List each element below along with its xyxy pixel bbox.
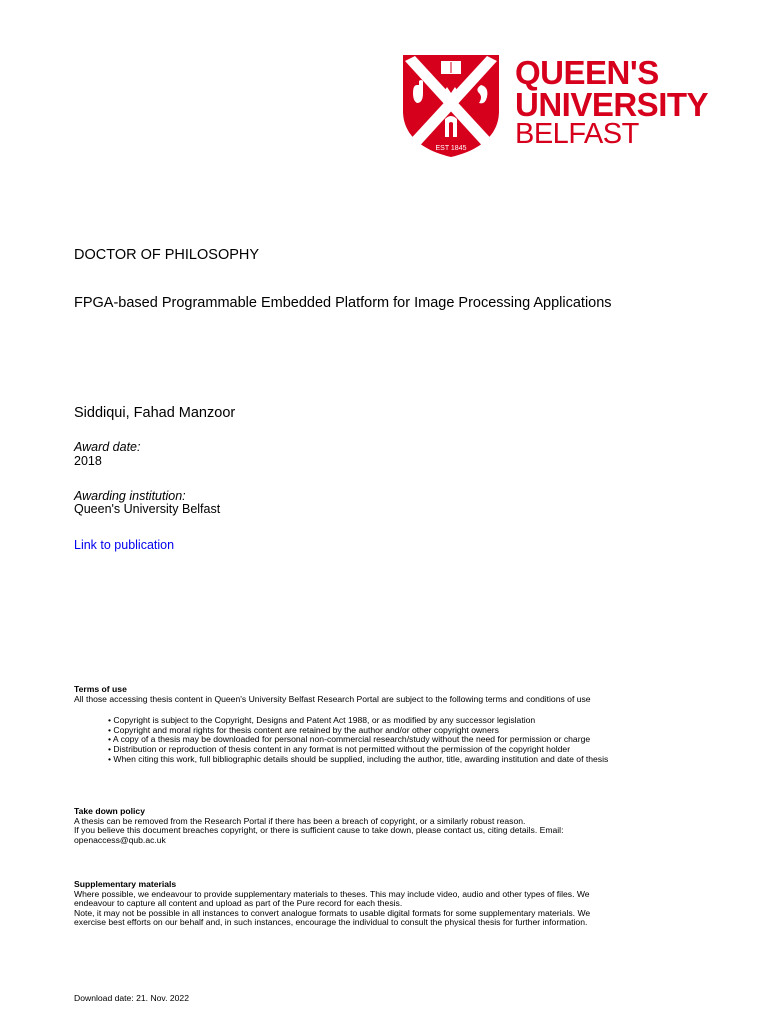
publication-link[interactable]: Link to publication xyxy=(74,538,175,552)
award-date-label: Award date: xyxy=(74,440,141,454)
degree-heading: DOCTOR OF PHILOSOPHY xyxy=(74,247,260,263)
takedown-email: openaccess@qub.ac.uk xyxy=(74,834,166,845)
logo-text-line-1: QUEEN'S xyxy=(515,54,659,91)
logo-text-line-2: UNIVERSITY xyxy=(515,86,709,123)
crest-icon xyxy=(401,53,501,159)
takedown-heading: Take down policy xyxy=(74,806,145,816)
terms-list-item: • A copy of a thesis may be downloaded for personal non-commercial research/study without the need for permission or charge xyxy=(108,734,591,745)
thesis-title: FPGA-based Programmable Embedded Platform for Image Processing Applications xyxy=(74,295,612,311)
terms-list xyxy=(74,716,734,764)
terms-list-item: • Copyright and moral rights for thesis content are retained by the author and/or other copyright owners xyxy=(108,724,499,735)
award-date-value: 2018 xyxy=(74,454,102,468)
supplementary-materials-section xyxy=(74,880,734,928)
author-name: Siddiqui, Fahad Manzoor xyxy=(74,405,236,421)
supplementary-heading: Supplementary materials xyxy=(74,879,177,889)
terms-list-item: • Distribution or reproduction of thesis content in any format is not permitted without the permission of the copyright holder xyxy=(108,743,571,754)
institution-value: Queen's University Belfast xyxy=(74,502,221,516)
supplementary-text: endeavour to capture all content and upload as part of the Pure record for each thesis. xyxy=(74,898,403,909)
supplementary-text: Where possible, we endeavour to provide supplementary materials to theses. This may include video, audio and other types of files. We xyxy=(74,888,590,899)
terms-list-item: • Copyright is subject to the Copyright, Designs and Patent Act 1988, or as modified by any successor legislation xyxy=(108,715,536,726)
university-logo xyxy=(401,53,713,159)
supplementary-text: exercise best efforts on our behalf and, in such instances, encourage the individual to consult the physical thesis for further information. xyxy=(74,917,588,928)
terms-of-use-section xyxy=(74,685,734,764)
download-date: Download date: 21. Nov. 2022 xyxy=(74,993,189,1003)
svg-text:EST 1845: EST 1845 xyxy=(435,145,467,152)
terms-heading: Terms of use xyxy=(74,684,127,694)
institution-label: Awarding institution: xyxy=(74,489,186,503)
take-down-policy-section xyxy=(74,807,734,845)
takedown-text: If you believe this document breaches copyright, or there is sufficient cause to take down, please contact us, citing details. Email: xyxy=(74,825,564,836)
terms-intro: All those accessing thesis content in Queen's University Belfast Research Portal are subject to the following terms and conditions of use xyxy=(74,693,591,704)
supplementary-text: Note, it may not be possible in all instances to convert analogue formats to usable digital formats for some supplementary materials. We xyxy=(74,907,591,918)
takedown-text: A thesis can be removed from the Research Portal if there has been a breach of copyright, or a similarly robust reason. xyxy=(74,815,526,826)
logo-text-line-3: BELFAST xyxy=(515,118,639,150)
terms-list-item: • When citing this work, full bibliographic details should be supplied, including the author, title, awarding institution and date of thesis xyxy=(108,753,609,764)
